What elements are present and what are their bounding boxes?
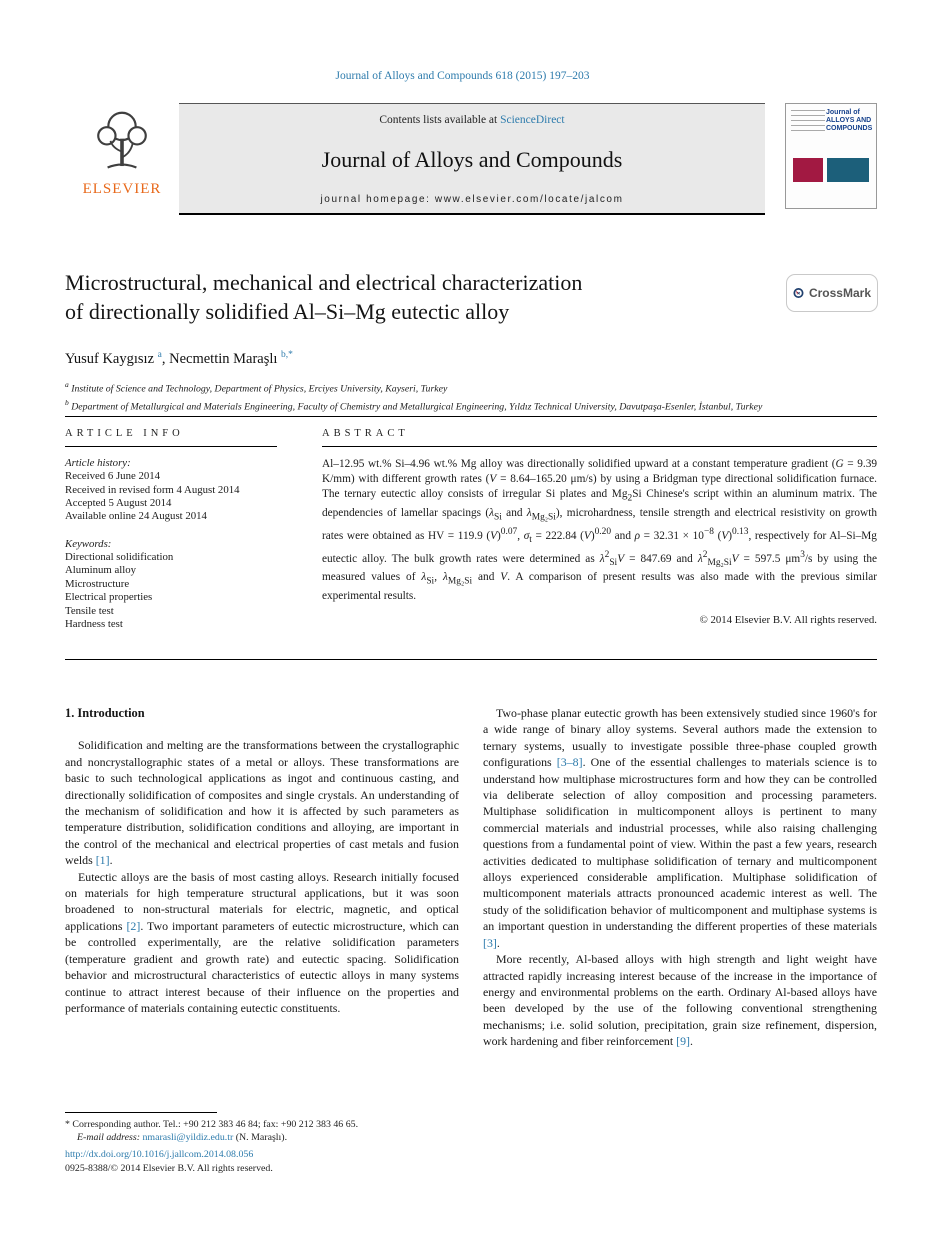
intro-paragraph-3: Two-phase planar eutectic growth has been extensively studied since 1960's for a wide range of binary alloy systems. Several authors made the extension to ternary systems, usually to investigate possible three-phase coupled growth configurations [3–8]. One of the essential challenges to materials science is to understand how multiphase microstructures form and how they can be controlled via deliberate selection of alloy composition and processing parameters. Multiphase solidification in multicomponent alloys is pertinent to many commercial materials and industrial processes, while also raising challenging questions from a fundamental point of view. Within the past a few years, research activities dedicated to multiphase solidification of ternary and multicomponent alloys experienced considerable amplification. Multiphase solidification of multicomponent materials attracts pronounced academic interest as well. The study of the solidification behavior of multicomponent and multiphase systems is an important question in understanding the different properties of these materials [3].: [483, 706, 877, 950]
article-info-column: [65, 428, 277, 631]
citation-ref-9[interactable]: [9]: [676, 1034, 691, 1049]
history-item: Accepted 5 August 2014: [65, 497, 172, 510]
intro-paragraph-1: Solidification and melting are the transformations between the crystallographic and noncrystallographic states of a metal or alloys. These transformations are basic to such technological applications as ingot and continuous casting, and directionally solidification of composites and single crystals. An understanding of the mechanism of solidification and how it is affected by such parameters as temperature distribution, solidification conditions and alloying, are important in the control of the mechanical and electrical properties of cast metals and fusion welds [1].: [65, 738, 459, 868]
divider: [65, 659, 877, 660]
keyword: Tensile test: [65, 604, 114, 617]
contents-text: Contents lists available at: [379, 114, 501, 126]
keywords-label: Keywords:: [65, 537, 112, 550]
crossmark-icon: [793, 280, 804, 306]
issn-copyright-line: 0925-8388/© 2014 Elsevier B.V. All rights reserved.: [65, 1162, 273, 1174]
elsevier-logo: [65, 103, 179, 215]
history-item: Received 6 June 2014: [65, 470, 161, 483]
journal-banner: [65, 103, 877, 215]
history-label: Article history:: [65, 457, 131, 469]
cover-red-block: [793, 158, 823, 182]
page-title: Microstructural, mechanical and electrical characterization of directionally solidified Al–Si–Mg eutectic alloy: [65, 270, 583, 325]
sciencedirect-link[interactable]: ScienceDirect: [500, 114, 565, 126]
corresponding-author-note: * Corresponding author. Tel.: +90 212 383 46 84; fax: +90 212 383 46 65.: [65, 1119, 359, 1130]
affiliation-b: $^b$ Department of Metallurgical and Materials Engineering, Faculty of Chemistry and Metallurgical Engineering, Yıldız Technical University, Davutpaşa-Esenler, İstanbul, Turkey: [65, 397, 763, 413]
citation-ref-2[interactable]: [2]: [126, 918, 141, 933]
doi-block: [65, 1148, 273, 1175]
cover-journal-title: Journal of ALLOYS AND COMPOUNDS: [826, 109, 873, 132]
affiliations: [65, 378, 877, 414]
article-info-heading: ARTICLE INFO: [65, 428, 184, 439]
authors-line: Yusuf Kaygısız $^a$, Necmettin Maraşlı $^{b,*}$: [65, 350, 293, 367]
affiliation-a: $^a$ Institute of Science and Technology, Department of Physics, Erciyes University, Kayseri, Turkey: [65, 380, 448, 395]
intro-paragraph-4: More recently, Al-based alloys with high strength and light weight have attracted rapidly increasing interest because of the increase in the importance of energy and environmental problems on the earth. Ordinary Al-based alloys have been developed by the use of the following conventional strengthening mechanisms; i.e. solid solution, precipitation, grain size refinement, dispersion, work hardening and fiber reinforcement [9].: [483, 952, 877, 1049]
history-item: Received in revised form 4 August 2014: [65, 483, 240, 496]
crossmark-badge[interactable]: [786, 274, 878, 312]
body-left-column: [65, 705, 459, 1016]
citation-ref-3-8[interactable]: [3–8]: [556, 755, 583, 770]
elsevier-wordmark: ELSEVIER: [82, 181, 162, 197]
cover-text-lines: [791, 110, 825, 132]
footnote-rule: [65, 1112, 217, 1113]
journal-homepage-link[interactable]: journal homepage: www.elsevier.com/locate/jalcom: [320, 194, 624, 205]
abstract-text: Al–12.95 wt.% Si–4.96 wt.% Mg alloy was directionally solidified upward at a constant temperature gradient (G = 9.39 K/mm) with different growth rates (V = 8.64–165.20 μm/s) by using a Bridgman type directional solidification furnace. The ternary eutectic alloy consists of irregular Si plates and $Mg_2Si$ Chinese's script within an aluminum matrix. The dependencies of lamellar spacings ($\lambda_{Si}$ and $\lambda_{Mg_2Si}$), microhardness, tensile strength and electrical resistivity on growth rates were obtained as HV = 119.9 $(V)^{0.07}$, $\sigma_t = 222.84$ $(V)^{0.20}$ and $\rho = 32.31 \times 10^{-8}$ $(V)^{0.13}$, respectively for Al–Si–Mg eutectic alloy. The bulk growth rates were determined as $\lambda^2_{Si}V = 847.69$ and $\lambda^2_{Mg_2Si}V = 597.5$ $\mu m^3/s$ by using the measured values of $\lambda_{Si}$, $\lambda_{Mg_2Si}$ and V. A comparison of present results was also made with the previous similar experimental results.: [322, 458, 878, 603]
body-right-column: [483, 705, 877, 1050]
keyword: Directional solidification: [65, 551, 174, 564]
section-title-introduction: 1. Introduction: [65, 706, 145, 720]
email-link[interactable]: nmarasli@yildiz.edu.tr: [142, 1131, 234, 1143]
crossmark-label: CrossMark: [808, 286, 871, 300]
history-item: Available online 24 August 2014: [65, 510, 207, 523]
abstract-column: [322, 428, 877, 626]
banner-center: [179, 103, 765, 215]
abstract-heading: ABSTRACT: [322, 428, 409, 439]
keyword: Hardness test: [65, 618, 123, 631]
divider: [65, 446, 277, 447]
elsevier-tree-icon: [86, 107, 158, 179]
journal-cover: [765, 103, 877, 215]
keyword: Electrical properties: [65, 591, 153, 604]
intro-paragraph-2: Eutectic alloys are the basis of most casting alloys. Research initially focused on materials for high temperature structural applications, but it was soon broadened to non-structural materials for electric, magnetic, and optical applications [2]. Two important parameters of eutectic microstructure, which can be controlled experimentally, are the relative solidification parameters (temperature gradient and growth rate) and eutectic spacing. Solidification behavior and microstructural characteristics of eutectic alloys in many systems continue to attract interest because of their influence on the properties and performance of materials containing eutectic constituents.: [65, 869, 459, 1015]
email-line: E-mail address: nmarasli@yildiz.edu.tr (N. Maraşlı).: [77, 1131, 288, 1143]
citation-ref-1[interactable]: [1]: [95, 853, 110, 868]
divider: [322, 446, 877, 447]
doi-link[interactable]: http://dx.doi.org/10.1016/j.jallcom.2014.08.056: [65, 1149, 254, 1160]
divider: [65, 416, 877, 417]
keyword: Microstructure: [65, 577, 130, 590]
keywords-block: [65, 538, 277, 632]
journal-citation-link[interactable]: Journal of Alloys and Compounds 618 (2015) 197–203: [335, 70, 590, 82]
footnote-block: [65, 1119, 459, 1144]
cover-blue-block: [827, 158, 869, 182]
contents-line: [379, 114, 564, 126]
copyright-line: © 2014 Elsevier B.V. All rights reserved.: [699, 614, 877, 627]
journal-title: Journal of Alloys and Compounds: [321, 147, 623, 172]
citation-ref-3[interactable]: [3]: [483, 935, 497, 950]
keyword: Aluminum alloy: [65, 564, 137, 577]
journal-cover-thumbnail: [785, 103, 877, 209]
